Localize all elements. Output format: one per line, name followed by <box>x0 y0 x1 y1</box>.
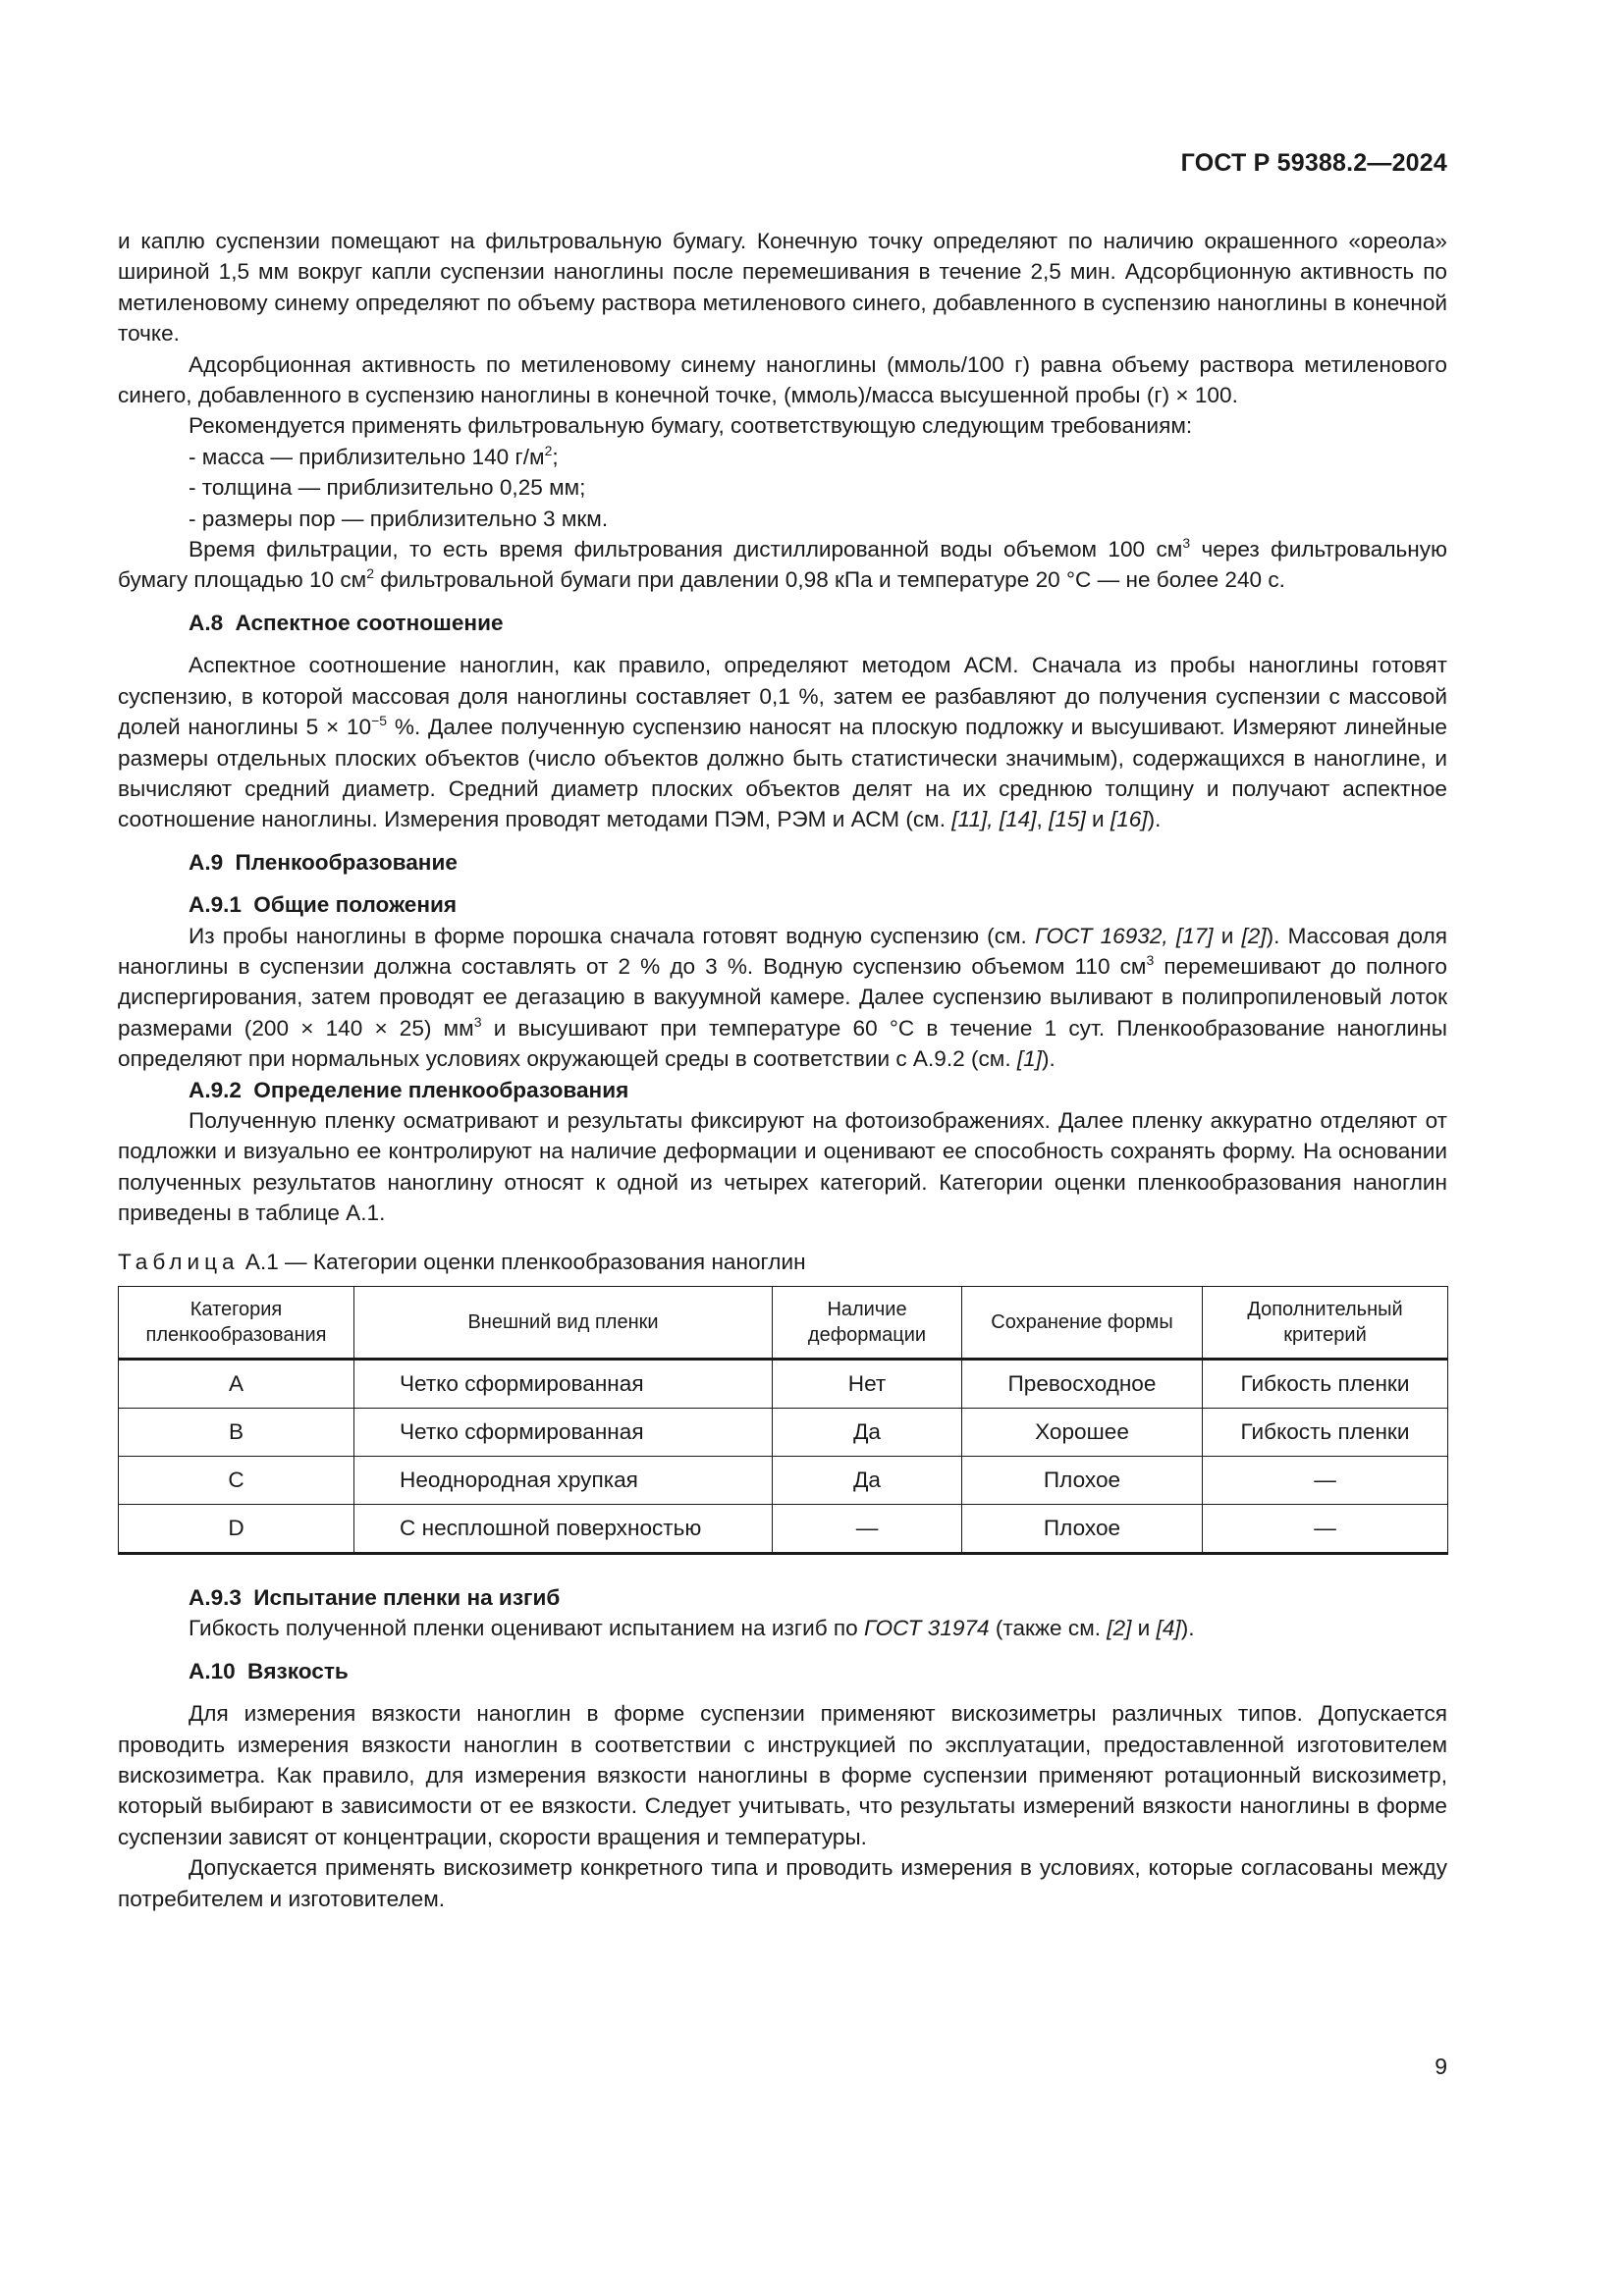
list-item-mass: - масса — приблизительно 140 $г/м^2$; <box>189 442 559 469</box>
table-row <box>119 1409 1448 1457</box>
cell-deformation: Да <box>773 1409 962 1457</box>
section-heading-a93: А.9.3 Испытание пленки на изгиб <box>189 1585 561 1610</box>
cell-additional-criterion: Гибкость пленки <box>1203 1360 1448 1409</box>
table-caption: Таблица А.1 — Категории оценки пленкообразования наноглин <box>118 1249 806 1274</box>
intro-paragraph-1: и каплю суспензии помещают на фильтровальную бумагу. Конечную точку определяют по наличию окрашенного «ореола» шириной 1,5 мм вокруг капли суспензии наноглины после перемешивания в течение 2,5 мин. Адсорбционную активность по метиленовому синему определяют по объему раствора метиленового синего, добавленного в суспензию наноглины в конечной точке. <box>118 229 1447 347</box>
table-row <box>119 1505 1448 1554</box>
section-heading-a92: А.9.2 Определение пленкообразования <box>189 1077 629 1102</box>
intro-paragraph-3: Рекомендуется применять фильтровальную бумагу, соответствующую следующим требованиям: <box>189 413 1193 439</box>
page-number: 9 <box>1435 2054 1447 2079</box>
cell-additional-criterion: Гибкость пленки <box>1203 1409 1448 1457</box>
header-additional-criterion: Дополнительный критерий <box>1203 1287 1448 1360</box>
intro-paragraph-2: Адсорбционная активность по метиленовому синему наноглины (ммоль/100 г) равна объему раствора метиленового синего, добавленного в суспензию наноглины в конечной точке, (ммоль)/масса высушенной пробы (г) × 100. <box>118 351 1447 408</box>
cell-appearance: С несплошной поверхностью <box>354 1505 773 1554</box>
cell-category: B <box>119 1409 354 1457</box>
header-deformation: Наличие деформации <box>773 1287 962 1360</box>
document-header: ГОСТ Р 59388.2—2024 <box>1180 149 1447 177</box>
list-item-pores: - размеры пор — приблизительно 3 мкм. <box>189 506 609 531</box>
cell-appearance: Четко сформированная <box>354 1409 773 1457</box>
header-category: Категория пленкообразования <box>119 1287 354 1360</box>
cell-deformation: Да <box>773 1457 962 1505</box>
cell-appearance: Четко сформированная <box>354 1360 773 1409</box>
cell-deformation: Нет <box>773 1360 962 1409</box>
page-content <box>118 226 1447 1914</box>
section-heading-a9: А.9 Пленкообразование <box>189 849 458 875</box>
cell-shape-retention: Хорошее <box>962 1409 1203 1457</box>
section-a92-paragraph: Полученную пленку осматривают и результаты фиксируют на фотоизображениях. Далее пленку аккуратно отделяют от подложки и визуально ее контролируют на наличие деформации и оценивают ее способность сохранять форму. На основании полученных результатов наноглину относят к одной из четырех категорий. Категории оценки пленкообразования наноглин приведены в таблице А.1. <box>118 1107 1447 1226</box>
cell-category: D <box>119 1505 354 1554</box>
table-row <box>119 1457 1448 1505</box>
table-header-row <box>119 1287 1448 1360</box>
section-heading-a10: А.10 Вязкость <box>189 1658 349 1683</box>
cell-shape-retention: Превосходное <box>962 1360 1203 1409</box>
table-row <box>119 1360 1448 1409</box>
cell-category: C <box>119 1457 354 1505</box>
intro-paragraph-4: Время фильтрации, то есть время фильтрования дистиллированной воды объемом 100 $см^3$ через фильтровальную бумагу площадью 10 $см^2$ фильтровальной бумаги при давлении 0,98 кПа и температуре 20 °С — не более 240 с. <box>118 535 1447 593</box>
film-formation-table <box>118 1286 1448 1555</box>
section-heading-a91: А.9.1 Общие положения <box>189 892 458 918</box>
cell-category: A <box>119 1360 354 1409</box>
cell-shape-retention: Плохое <box>962 1457 1203 1505</box>
section-a8-paragraph: Аспектное соотношение наноглин, как правило, определяют методом АСМ. Сначала из пробы наноглины готовят суспензию, в которой массовая доля наноглины составляет 0,1 %, затем ее разбавляют до получения суспензии с массовой долей наноглины $5 \times 10^{-5}$ %. Далее полученную суспензию наносят на плоскую подложку и высушивают. Измеряют линейные размеры отдельных плоских объектов (число объектов должно быть статистически значимым), содержащихся в наноглине, и вычисляют средний диаметр. Средний диаметр плоских объектов делят на их среднюю толщину и получают аспектное соотношение наноглины. Измерения проводят методами ПЭМ, РЭМ и АСМ (см. [11], [14], [15] и [16]). <box>118 653 1447 832</box>
section-heading-a8: А.8 Аспектное соотношение <box>189 610 504 635</box>
header-shape-retention: Сохранение формы <box>962 1287 1203 1360</box>
cell-shape-retention: Плохое <box>962 1505 1203 1554</box>
cell-additional-criterion: — <box>1203 1457 1448 1505</box>
section-a93-paragraph: Гибкость полученной пленки оценивают испытанием на изгиб по ГОСТ 31974 (также см. [2] и [4]). <box>189 1616 1195 1641</box>
list-item-thickness: - толщина — приблизительно 0,25 мм; <box>189 475 586 501</box>
header-appearance: Внешний вид пленки <box>354 1287 773 1360</box>
cell-appearance: Неоднородная хрупкая <box>354 1457 773 1505</box>
section-a10-paragraph-2: Допускается применять вискозиметр конкретного типа и проводить измерения в условиях, которые согласованы между потребителем и изготовителем. <box>118 1855 1447 1911</box>
section-a91-paragraph: Из пробы наноглины в форме порошка сначала готовят водную суспензию (см. ГОСТ 16932, [17] и [2]). Массовая доля наноглины в суспензии должна составлять от 2 % до 3 %. Водную суспензию объемом 110 $см^3$ перемешивают до полного диспергирования, затем проводят ее дегазацию в вакуумной камере. Далее суспензию выливают в полипропиленовый лоток размерами (200 × 140 × 25) $мм^3$ и высушивают при температуре 60 °С в течение 1 сут. Пленкообразование наноглины определяют при нормальных условиях окружающей среды в соответствии с А.9.2 (см. [1]). <box>118 923 1448 1072</box>
section-a10-paragraph-1: Для измерения вязкости наноглин в форме суспензии применяют вискозиметры различных типов. Допускается проводить измерения вязкости наноглин в соответствии с инструкцией по эксплуатации, предоставленной изготовителем вискозиметра. Как правило, для измерения вязкости наноглины в форме суспензии применяют ротационный вискозиметр, который выбирают в зависимости от ее вязкости. Следует учитывать, что результаты измерений вязкости наноглины в форме суспензии зависят от концентрации, скорости вращения и температуры. <box>118 1701 1447 1849</box>
cell-deformation: — <box>773 1505 962 1554</box>
cell-additional-criterion: — <box>1203 1505 1448 1554</box>
